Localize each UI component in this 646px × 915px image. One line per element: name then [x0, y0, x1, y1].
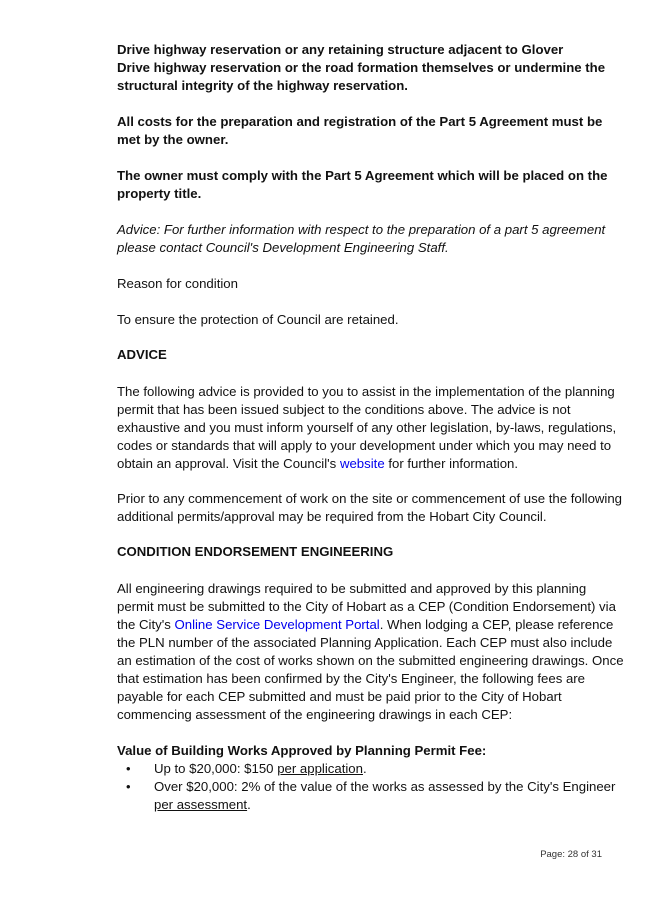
fee-heading: Value of Building Works Approved by Planning Permit Fee: [117, 743, 487, 758]
fee-item2-line2 [154, 796, 251, 814]
advice-para-line4: codes or standards that will apply to your development under which you may need to [117, 438, 612, 453]
reason-text: To ensure the protection of Council are retained. [117, 312, 399, 327]
prior-para-line2: additional permits/approval may be required from the Hobart City Council. [117, 509, 547, 524]
cee-para-line8: commencing assessment of the engineering drawings in each CEP: [117, 707, 513, 722]
page-number: Page: 28 of 31 [540, 849, 602, 860]
online-service-portal-link[interactable]: Online Service Development Portal [174, 617, 380, 632]
fee-item1-text [154, 760, 367, 778]
para3-line2: property title. [117, 186, 202, 201]
advice-heading: ADVICE [117, 347, 167, 362]
cee-para-line5: an estimation of the cost of works shown on the submitted engineering drawings. Once [117, 653, 624, 668]
cee-para-line3-pre: the City's [117, 617, 175, 632]
advice-note-line2: please contact Council's Development Engineering Staff. [117, 240, 449, 255]
cee-para-line6: that estimation has been confirmed by the City's Engineer, the following fees are [117, 671, 586, 686]
para1-line2: Drive highway reservation or the road formation themselves or undermine the [117, 60, 606, 75]
cee-heading: CONDITION ENDORSEMENT ENGINEERING [117, 544, 394, 559]
advice-para-line3: exhaustive and you must inform yourself of any other legislation, by-laws, regulations, [117, 420, 617, 435]
reason-heading: Reason for condition [117, 276, 238, 291]
advice-para-line1: The following advice is provided to you to assist in the implementation of the planning [117, 384, 615, 399]
bullet-icon: • [126, 779, 131, 794]
website-link[interactable]: website [339, 456, 385, 471]
cee-para-line1: All engineering drawings required to be submitted and approved by this planning [117, 581, 587, 596]
fee-item1-underlined: per application [277, 761, 363, 776]
advice-para-line2: permit that has been issued subject to the conditions above. The advice is not [117, 402, 571, 417]
para3-line1: The owner must comply with the Part 5 Agreement which will be placed on the [117, 168, 608, 183]
advice-para-line5-pre: obtain an approval. Visit the Council's [117, 456, 340, 471]
cee-para-line7: payable for each CEP submitted and must be paid prior to the City of Hobart [117, 689, 562, 704]
fee-item1-pre: Up to $20,000: $150 [154, 761, 278, 776]
para2-line2: met by the owner. [117, 132, 229, 147]
cee-para-line3 [117, 616, 614, 634]
advice-note-line1: Advice: For further information with respect to the preparation of a part 5 agreement [117, 222, 606, 237]
para2-line1: All costs for the preparation and registration of the Part 5 Agreement must be [117, 114, 603, 129]
fee-item2-underlined: per assessment [154, 797, 248, 812]
bullet-icon: • [126, 761, 131, 776]
advice-para-line5 [117, 455, 605, 473]
fee-list-item [117, 760, 605, 778]
fee-item1-post: . [362, 761, 367, 776]
cee-para-line2: permit must be submitted to the City of Hobart as a CEP (Condition Endorsement) via [117, 599, 616, 614]
para1-line3: structural integrity of the highway reservation. [117, 78, 408, 93]
para1-line1: Drive highway reservation or any retaining structure adjacent to Glover [117, 42, 564, 57]
cee-para-line3-post: . When lodging a CEP, please reference [379, 617, 614, 632]
cee-para-line4: the PLN number of the associated Planning Application. Each CEP must also include [117, 635, 613, 650]
advice-para-line5-post: for further information. [384, 456, 519, 471]
fee-item2-post: . [247, 797, 251, 812]
fee-item2-line1: Over $20,000: 2% of the value of the works as assessed by the City's Engineer [154, 779, 616, 794]
fee-list-item [117, 778, 616, 814]
prior-para-line1: Prior to any commencement of work on the site or commencement of use the following [117, 491, 623, 506]
